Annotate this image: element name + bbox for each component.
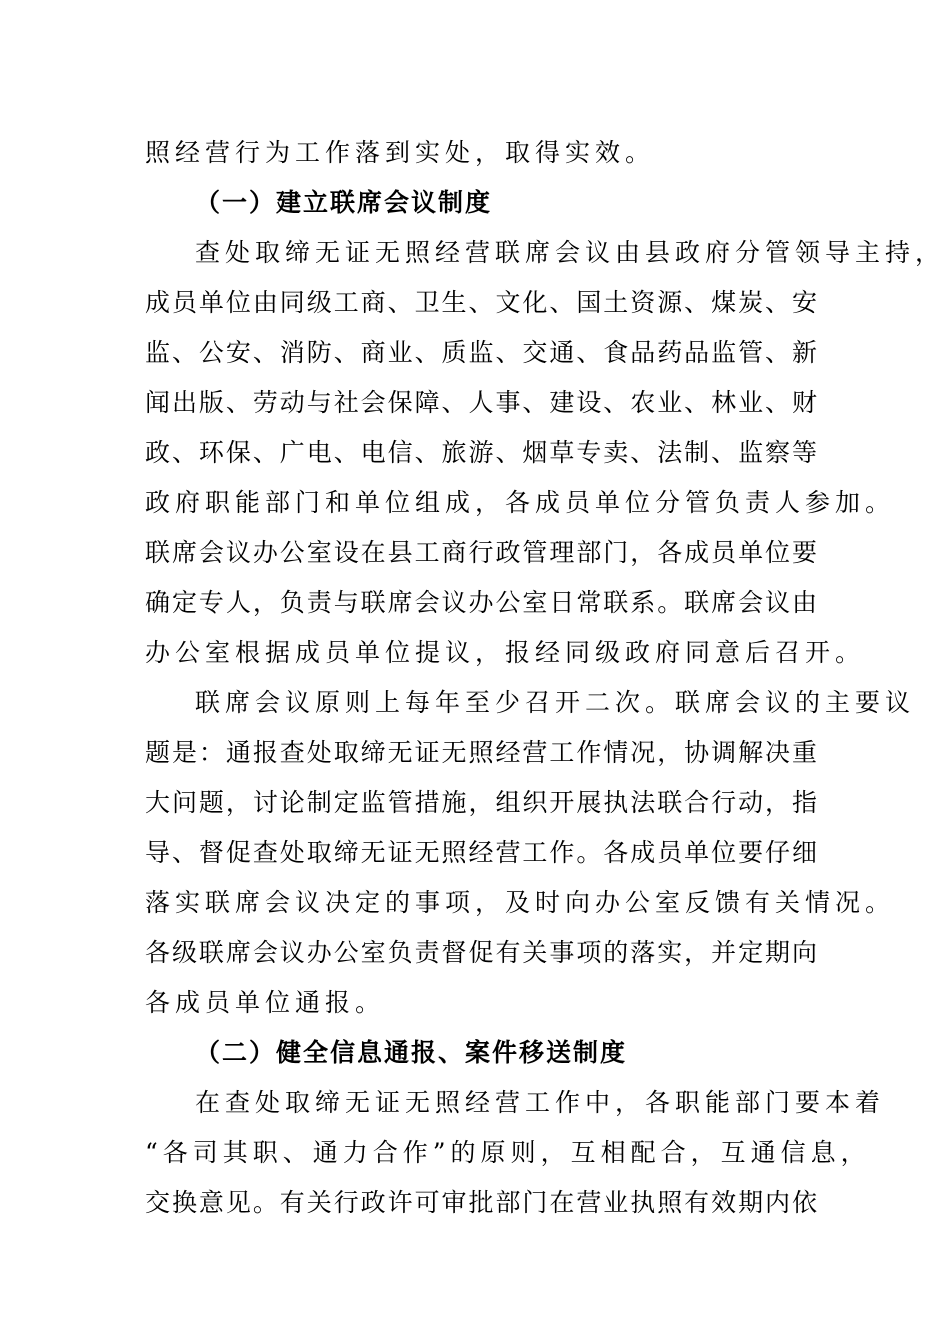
paragraph-line: 落实联席会议决定的事项，及时向办公室反馈有关情况。 bbox=[145, 888, 896, 917]
paragraph-line: 查处取缔无证无照经营联席会议由县政府分管领导主持， bbox=[195, 238, 946, 267]
paragraph-line: 成员单位由同级工商、卫生、文化、国土资源、煤炭、安 bbox=[145, 288, 817, 317]
section-heading: （二）健全信息通报、案件移送制度 bbox=[195, 1038, 628, 1067]
paragraph-line: 办公室根据成员单位提议，报经同级政府同意后召开。 bbox=[145, 638, 866, 667]
paragraph-line: 交换意见。有关行政许可审批部门在营业执照有效期内依 bbox=[145, 1188, 817, 1217]
paragraph-line: 闻出版、劳动与社会保障、人事、建设、农业、林业、财 bbox=[145, 388, 817, 417]
paragraph-line: 联席会议办公室设在县工商行政管理部门，各成员单位要 bbox=[145, 538, 817, 567]
paragraph-line: 在查处取缔无证无照经营工作中，各职能部门要本着 bbox=[195, 1088, 886, 1117]
paragraph-line: 政府职能部门和单位组成，各成员单位分管负责人参加。 bbox=[145, 488, 896, 517]
paragraph-line: 大问题，讨论制定监管措施，组织开展执法联合行动，指 bbox=[145, 788, 817, 817]
paragraph-line: 政、环保、广电、电信、旅游、烟草专卖、法制、监察等 bbox=[145, 438, 817, 467]
paragraph-line: 各级联席会议办公室负责督促有关事项的落实，并定期向 bbox=[145, 938, 817, 967]
paragraph-line: 各成员单位通报。 bbox=[145, 988, 386, 1017]
paragraph-line: “各司其职、通力合作”的原则，互相配合，互通信息， bbox=[145, 1138, 871, 1167]
paragraph-line: 监、公安、消防、商业、质监、交通、食品药品监管、新 bbox=[145, 338, 817, 367]
paragraph-line: 照经营行为工作落到实处，取得实效。 bbox=[145, 138, 656, 167]
paragraph-line: 导、督促查处取缔无证无照经营工作。各成员单位要仔细 bbox=[145, 838, 817, 867]
paragraph-line: 题是：通报查处取缔无证无照经营工作情况，协调解决重 bbox=[145, 738, 817, 767]
document-body bbox=[145, 128, 946, 1228]
section-heading: （一）建立联席会议制度 bbox=[195, 188, 493, 217]
paragraph-line: 确定专人，负责与联席会议办公室日常联系。联席会议由 bbox=[145, 588, 817, 617]
paragraph-line: 联席会议原则上每年至少召开二次。联席会议的主要议 bbox=[195, 688, 916, 717]
